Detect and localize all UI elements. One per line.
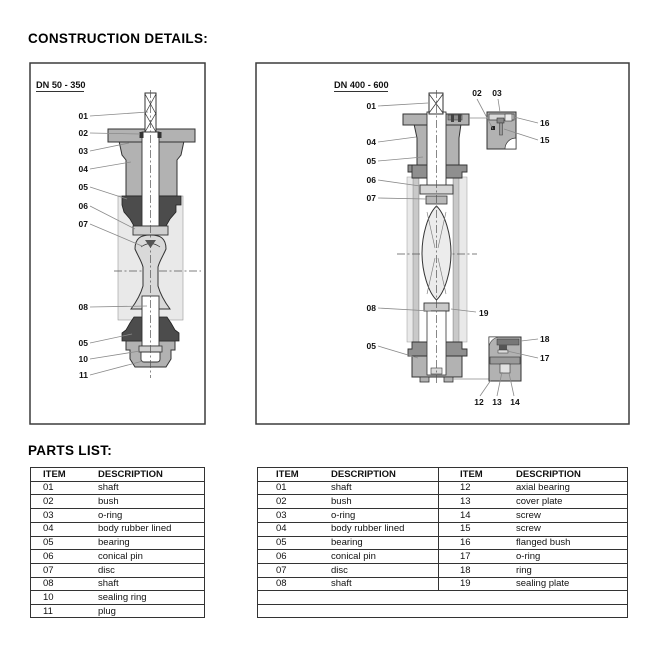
o-ring-right bbox=[158, 132, 162, 138]
parts-row bbox=[31, 537, 204, 551]
parts-cell: 01 bbox=[43, 483, 54, 493]
parts-cell: shaft bbox=[331, 483, 352, 493]
foot-left bbox=[420, 377, 429, 382]
parts-row bbox=[258, 523, 627, 537]
callout-06-label: 06 bbox=[78, 201, 88, 211]
parts-cell: disc bbox=[331, 565, 348, 576]
parts-cell: screw bbox=[516, 524, 541, 534]
callout-r02-label: 02 bbox=[472, 88, 482, 98]
parts-cell: shaft bbox=[98, 579, 119, 589]
ring-detail bbox=[497, 339, 519, 345]
parts-row bbox=[31, 578, 204, 592]
screw-stem-detail bbox=[500, 123, 503, 135]
flanged-bush-detail bbox=[505, 114, 512, 121]
parts-table-left bbox=[30, 467, 205, 618]
parts-cell: conical pin bbox=[331, 551, 376, 562]
parts-cell: sealing plate bbox=[516, 579, 570, 589]
parts-cell: 06 bbox=[43, 551, 54, 562]
parts-cell: 19 bbox=[438, 578, 516, 591]
callout-r08-label: 08 bbox=[366, 303, 376, 313]
callout-01-label: 01 bbox=[78, 111, 88, 121]
parts-cell: 08 bbox=[43, 579, 54, 589]
callout-11-label: 11 bbox=[79, 370, 88, 380]
callout-r18-label: 18 bbox=[540, 334, 550, 344]
parts-cell: cover plate bbox=[516, 497, 563, 507]
parts-cell: 15 bbox=[438, 523, 516, 536]
parts-cell: 03 bbox=[43, 510, 54, 521]
parts-cell: 16 bbox=[438, 537, 516, 550]
flange-screw-b bbox=[458, 114, 461, 122]
callout-r07-label: 07 bbox=[366, 193, 376, 203]
callout-04-label: 04 bbox=[78, 164, 88, 174]
diagram-right-title: DN 400 - 600 bbox=[334, 80, 389, 90]
parts-cell: 10 bbox=[43, 593, 54, 603]
callout-r15-label: 15 bbox=[540, 135, 550, 145]
callout-r16-label: 16 bbox=[540, 118, 550, 128]
parts-cell: 07 bbox=[43, 565, 54, 576]
parts-row-blank bbox=[258, 591, 627, 605]
parts-row bbox=[31, 564, 204, 578]
parts-cell: ring bbox=[516, 565, 532, 576]
callout-r19-label: 19 bbox=[479, 308, 489, 318]
parts-row bbox=[258, 482, 627, 496]
column-header-item: ITEM bbox=[43, 469, 66, 480]
callout-05-label: 05 bbox=[78, 182, 88, 192]
o-ring-left bbox=[140, 132, 144, 138]
parts-cell: bearing bbox=[331, 538, 363, 548]
foot-right bbox=[444, 377, 453, 382]
parts-cell: 05 bbox=[276, 538, 287, 548]
column-header-description-1: DESCRIPTION bbox=[331, 469, 396, 480]
parts-cell: 02 bbox=[276, 497, 287, 507]
callout-02-label: 02 bbox=[78, 128, 88, 138]
callout-r01-label: 01 bbox=[366, 101, 376, 111]
callout-r05b-label: 05 bbox=[366, 341, 376, 351]
parts-row bbox=[31, 605, 204, 619]
callout-08-label: 08 bbox=[78, 302, 88, 312]
callout-10-label: 10 bbox=[78, 354, 88, 364]
parts-cell: 01 bbox=[276, 483, 287, 493]
parts-cell: 04 bbox=[276, 524, 287, 534]
screw-head-bottom-detail bbox=[499, 345, 507, 350]
column-header-description: DESCRIPTION bbox=[98, 469, 163, 480]
parts-cell: 07 bbox=[276, 565, 287, 576]
parts-cell: body rubber lined bbox=[98, 524, 172, 534]
parts-cell: disc bbox=[98, 565, 115, 576]
parts-cell: shaft bbox=[98, 483, 119, 493]
parts-cell: 11 bbox=[43, 607, 53, 617]
parts-cell: axial bearing bbox=[516, 483, 570, 493]
parts-cell: 13 bbox=[438, 495, 516, 508]
parts-row bbox=[258, 564, 627, 578]
parts-cell: 02 bbox=[43, 497, 54, 507]
parts-table-left-body bbox=[31, 482, 204, 619]
parts-row bbox=[258, 509, 627, 523]
parts-row bbox=[258, 578, 627, 592]
callout-r03-label: 03 bbox=[492, 88, 502, 98]
screw-bottom-detail bbox=[500, 364, 510, 373]
parts-cell: plug bbox=[98, 607, 116, 617]
parts-cell: 05 bbox=[43, 538, 54, 548]
parts-table-right-body bbox=[258, 482, 627, 619]
parts-table-right-header bbox=[258, 468, 627, 482]
parts-cell: 04 bbox=[43, 524, 54, 534]
parts-cell: o-ring bbox=[516, 551, 541, 562]
callout-r13-label: 13 bbox=[492, 397, 502, 407]
callout-r04-label: 04 bbox=[366, 137, 376, 147]
parts-cell: o-ring bbox=[98, 510, 123, 521]
callout-07-label: 07 bbox=[78, 219, 88, 229]
parts-cell: screw bbox=[516, 510, 541, 521]
parts-row bbox=[31, 523, 204, 537]
callout-r12-label: 12 bbox=[474, 397, 484, 407]
cover-plate-bottom-detail bbox=[490, 357, 520, 364]
parts-row bbox=[31, 509, 204, 523]
column-header-item-2: ITEM bbox=[438, 468, 516, 481]
construction-details-heading: CONSTRUCTION DETAILS: bbox=[28, 31, 209, 46]
parts-cell: bush bbox=[98, 497, 119, 507]
flange-screw-a bbox=[451, 114, 454, 122]
o-ring-detail bbox=[498, 350, 508, 353]
parts-cell: flanged bush bbox=[516, 538, 571, 548]
parts-cell: body rubber lined bbox=[331, 524, 405, 534]
parts-row bbox=[31, 495, 204, 509]
callout-r06-label: 06 bbox=[366, 175, 376, 185]
diagram-dn50-350 bbox=[30, 63, 205, 424]
parts-row bbox=[31, 482, 204, 496]
parts-table-right bbox=[257, 467, 628, 618]
parts-table-left-header bbox=[31, 468, 204, 482]
column-header-description-2: DESCRIPTION bbox=[516, 469, 581, 480]
parts-row bbox=[31, 550, 204, 564]
parts-list-heading: PARTS LIST: bbox=[28, 443, 113, 458]
parts-cell: 03 bbox=[276, 510, 287, 521]
parts-cell: 08 bbox=[276, 579, 287, 589]
parts-row bbox=[258, 537, 627, 551]
parts-cell: 06 bbox=[276, 551, 287, 562]
parts-cell: 12 bbox=[438, 482, 516, 495]
callout-03-label: 03 bbox=[78, 146, 88, 156]
diagram-dn400-600 bbox=[256, 63, 629, 424]
body-wall-right bbox=[453, 177, 459, 342]
column-header-item-1: ITEM bbox=[276, 469, 299, 480]
parts-cell: shaft bbox=[331, 579, 352, 589]
parts-cell: 14 bbox=[438, 509, 516, 522]
callout-r17-label: 17 bbox=[540, 353, 550, 363]
parts-cell: conical pin bbox=[98, 551, 143, 562]
parts-row bbox=[258, 550, 627, 564]
parts-row bbox=[258, 495, 627, 509]
parts-row-blank bbox=[258, 605, 627, 619]
parts-cell: 17 bbox=[438, 550, 516, 563]
parts-cell: bush bbox=[331, 497, 352, 507]
parts-cell: o-ring bbox=[331, 510, 356, 521]
callout-r14-label: 14 bbox=[510, 397, 520, 407]
callout-05b-label: 05 bbox=[78, 338, 88, 348]
parts-cell: 18 bbox=[438, 564, 516, 577]
parts-row bbox=[31, 591, 204, 605]
screw-head-detail bbox=[497, 118, 504, 123]
parts-cell: sealing ring bbox=[98, 593, 147, 603]
body-wall-left bbox=[413, 177, 419, 342]
callout-r05-label: 05 bbox=[366, 156, 376, 166]
diagram-left-title: DN 50 - 350 bbox=[36, 80, 86, 90]
parts-cell: bearing bbox=[98, 538, 130, 548]
